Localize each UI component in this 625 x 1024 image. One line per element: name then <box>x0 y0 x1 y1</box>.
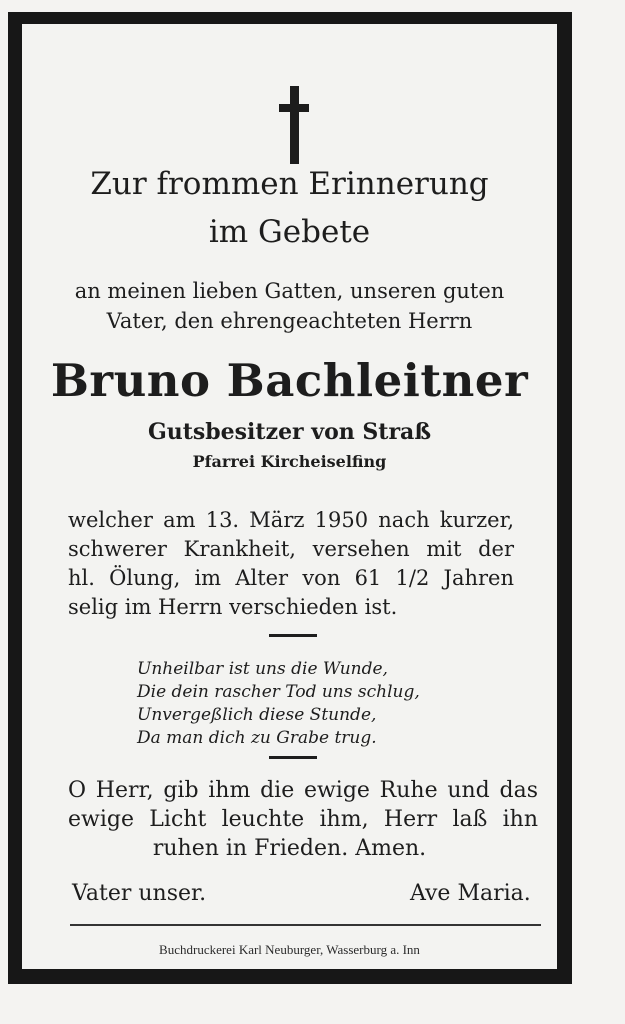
verse-line-1: Unheilbar ist uns die Wunde, <box>137 659 388 679</box>
separator-bottom <box>269 756 317 759</box>
memorial-card-border <box>8 12 572 984</box>
closing-right: Ave Maria. <box>410 881 531 906</box>
separator-top <box>269 634 317 637</box>
body-line-1: welcher am 13. März 1950 nach kurzer, <box>68 508 514 532</box>
verse-line-3: Unvergeßlich diese Stunde, <box>137 705 377 725</box>
body-line-2: schwerer Krankheit, versehen mit der <box>68 537 514 561</box>
closing-left: Vater unser. <box>72 881 207 906</box>
prayer-line-3: ruhen in Frieden. Amen. <box>152 836 427 861</box>
heading-line-2: im Gebete <box>208 214 371 250</box>
footer-rule <box>70 924 541 926</box>
verse-line-4: Da man dich zu Grabe trug. <box>137 728 377 748</box>
intro-line-1: an meinen lieben Gatten, unseren guten <box>74 279 505 303</box>
intro-line-2: Vater, den ehrengeachteten Herrn <box>106 309 473 333</box>
printer-credit: Buchdruckerei Karl Neuburger, Wasserburg a. Inn <box>159 942 420 957</box>
deceased-name: Bruno Bachleitner <box>50 354 529 407</box>
memorial-card <box>22 24 557 969</box>
heading-line-1: Zur frommen Erinnerung <box>90 166 489 202</box>
verse-line-2: Die dein rascher Tod uns schlug, <box>137 682 420 702</box>
parish: Pfarrei Kircheiselfing <box>192 452 387 471</box>
body-line-3: hl. Ölung, im Alter von 61 1/2 Jahren <box>68 566 514 590</box>
body-line-4: selig im Herrn verschieden ist. <box>68 595 398 619</box>
prayer-line-2: ewige Licht leuchte ihm, Herr laß ihn <box>68 807 538 832</box>
cross-horizontal <box>279 104 309 112</box>
cross-vertical <box>290 86 299 164</box>
cross-icon <box>279 86 309 164</box>
prayer-line-1: O Herr, gib ihm die ewige Ruhe und das <box>68 778 538 803</box>
occupation: Gutsbesitzer von Straß <box>147 419 432 445</box>
